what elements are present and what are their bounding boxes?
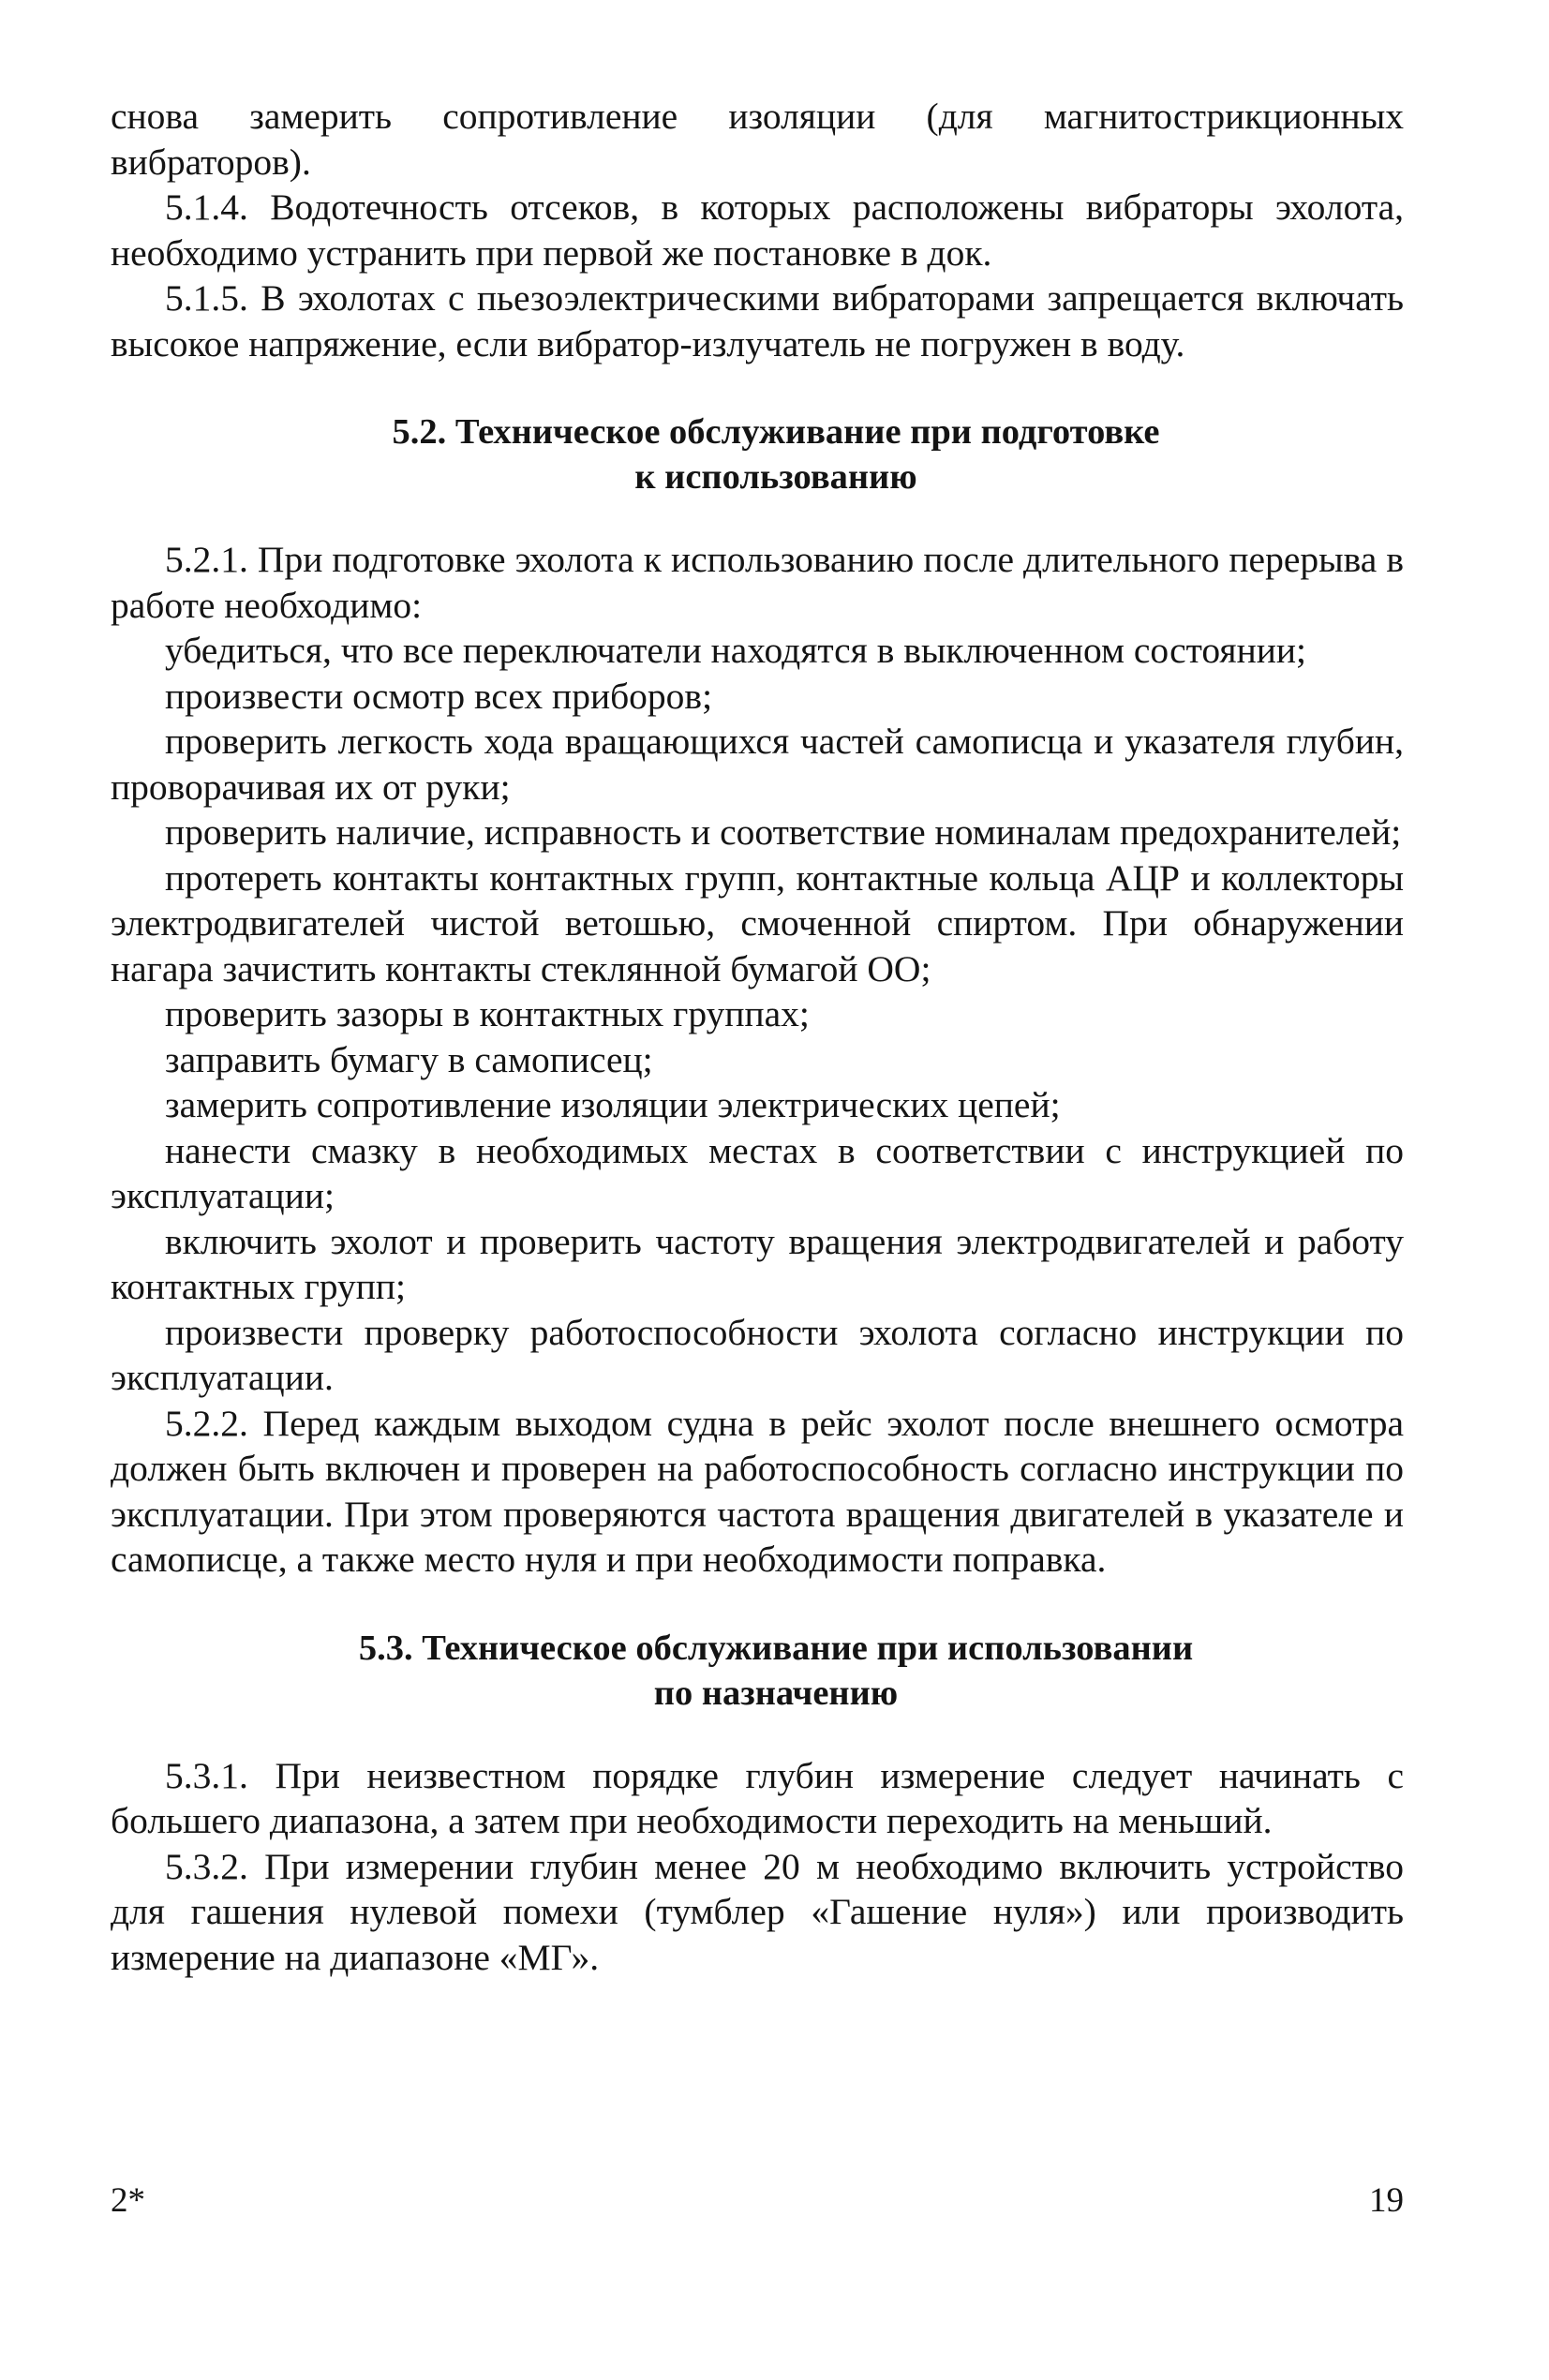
paragraph-continuation: снова замерить сопротивление изоляции (для магнитострикционных вибраторов). xyxy=(111,96,1404,183)
list-item: проверить легкость хода вращающихся частей самописца и указателя глубин, проворачивая их от руки; xyxy=(111,721,1404,808)
section-heading-5-3 xyxy=(111,1626,1404,1716)
list-item: проверить зазоры в контактных группах; xyxy=(165,993,810,1034)
section-heading-5-3-line2: по назначению xyxy=(653,1673,899,1713)
signature-mark: 2* xyxy=(111,2181,145,2220)
paragraph-5-2-2: 5.2.2. Перед каждым выходом судна в рейс эхолот после внешнего осмотра должен быть включен и проверен на работоспособность согласно инструкции по эксплуатации. При этом проверяются частота вращения двигателей в указателе и самописце, а также место нуля и при необходимости поправка. xyxy=(111,1402,1404,1580)
list-item: нанести смазку в необходимых местах в соответствии с инструкцией по эксплуатации; xyxy=(111,1129,1404,1216)
page-number: 19 xyxy=(1369,2181,1404,2220)
paragraph-5-1-5: 5.1.5. В эхолотах с пьезоэлектрическими вибраторами запрещается включать высокое напряжение, если вибратор-излучатель не погружен в воду. xyxy=(111,277,1404,364)
list-item: убедиться, что все переключатели находятся в выключенном состоянии; xyxy=(165,630,1306,671)
list-item: произвести проверку работоспособности эхолота согласно инструкции по эксплуатации. xyxy=(111,1311,1404,1398)
paragraph-5-2-1: 5.2.1. При подготовке эхолота к использованию после длительного перерыва в работе необходимо: xyxy=(111,539,1404,626)
list-item: замерить сопротивление изоляции электрических цепей; xyxy=(165,1084,1061,1125)
document-page xyxy=(111,94,1404,1980)
list-item: включить эхолот и проверить частоту вращения электродвигателей и работу контактных групп; xyxy=(111,1220,1404,1307)
section-heading-5-2-line1: 5.2. Техническое обслуживание при подготовке xyxy=(392,412,1160,452)
list-item: протереть контакты контактных групп, контактные кольца АЦР и коллекторы электродвигателей чистой ветошью, смоченной спиртом. При обнаружении нагара зачистить контакты стеклянной бумагой ОО; xyxy=(111,856,1404,989)
list-item: произвести осмотр всех приборов; xyxy=(165,675,713,717)
paragraph-5-3-1: 5.3.1. При неизвестном порядке глубин измерение следует начинать с большего диапазона, а затем при необходимости переходить на меньший. xyxy=(111,1754,1404,1841)
section-heading-5-3-line1: 5.3. Техническое обслуживание при использовании xyxy=(358,1628,1194,1668)
section-heading-5-2 xyxy=(111,409,1404,499)
paragraph-5-3-2: 5.3.2. При измерении глубин менее 20 м необходимо включить устройство для гашения нулевой помехи (тумблер «Гашение нуля») или производить измерение на диапазоне «МГ». xyxy=(111,1845,1404,1978)
list-item: проверить наличие, исправность и соответствие номиналам предохранителей; xyxy=(165,811,1402,853)
section-heading-5-2-line2: к использованию xyxy=(634,457,917,497)
list-item: заправить бумагу в самописец; xyxy=(165,1038,653,1080)
paragraph-5-1-4: 5.1.4. Водотечность отсеков, в которых расположены вибраторы эхолота, необходимо устранить при первой же постановке в док. xyxy=(111,186,1404,274)
